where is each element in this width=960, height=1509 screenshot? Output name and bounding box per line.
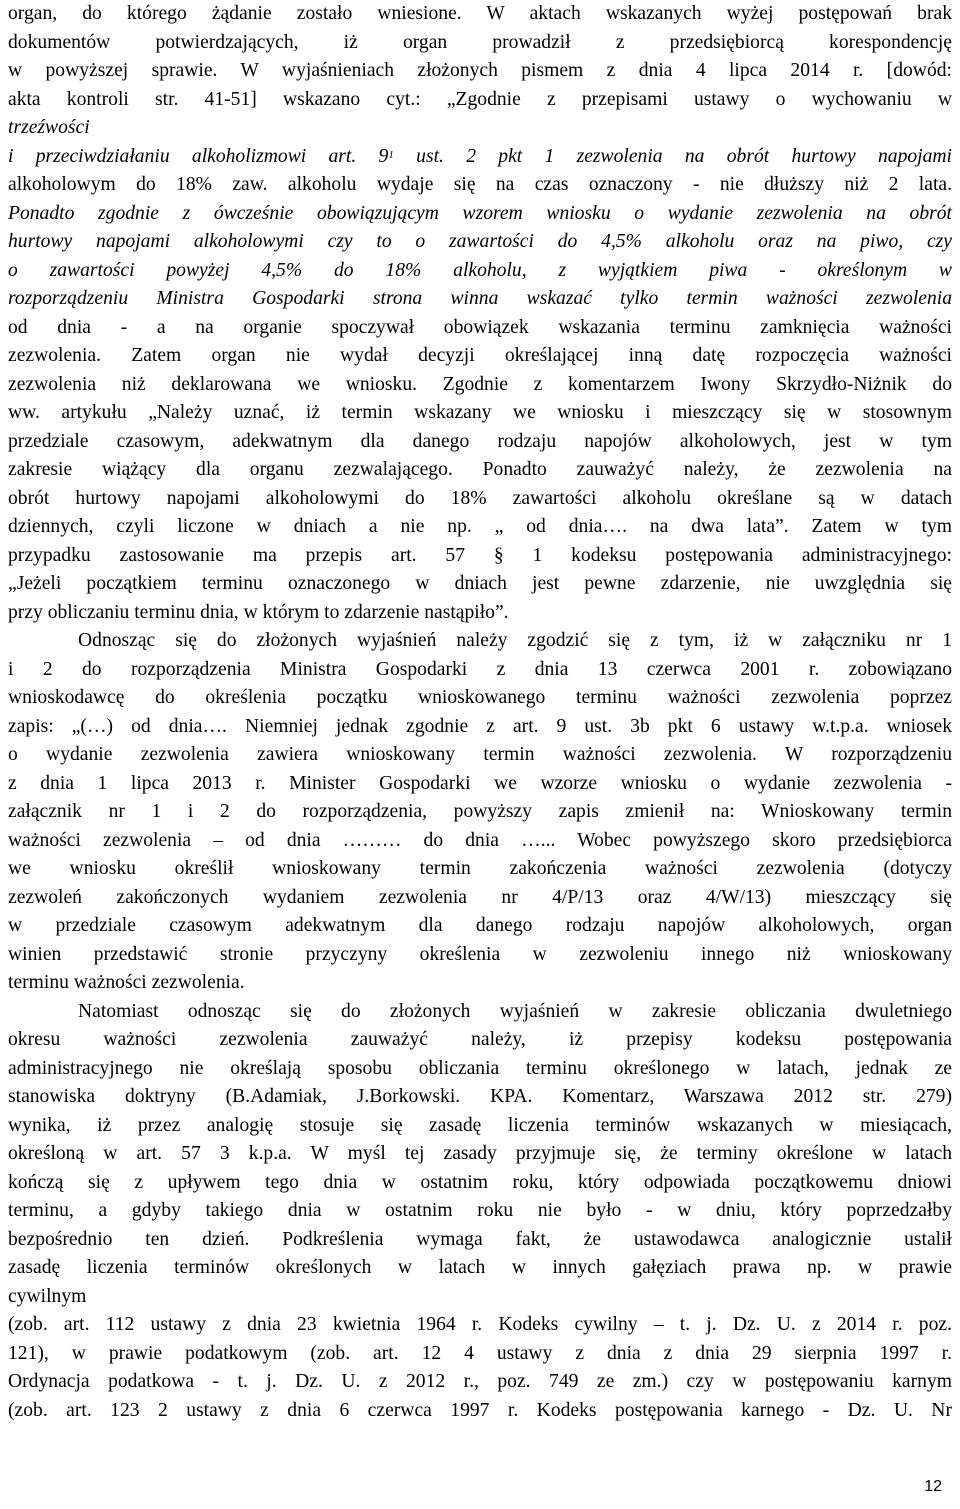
text-line: zezwoleń zakończonych wydaniem zezwolenia nr 4/P/13 oraz 4/W/13) mieszczący się	[8, 886, 952, 908]
text-line: określoną w art. 57 3 k.p.a. W myśl tej zasady przyjmuje się, że terminy określone w latach	[8, 1143, 952, 1164]
text-line: w powyższej sprawie. W wyjaśnieniach złożonych pismem z dnia 4 lipca 2014 r. [dowód:	[8, 60, 952, 81]
text-line: terminu, a gdyby takiego dnia w ostatnim roku nie było - w dniu, który poprzedzałby	[8, 1200, 952, 1221]
text-line: o wydanie zezwolenia zawiera wnioskowany termin ważności zezwolenia. W rozporządzeniu	[8, 744, 952, 765]
text-line: terminu ważności zezwolenia.	[8, 972, 245, 993]
text-line-with-superscript	[8, 143, 952, 172]
text-line: zezwolenia. Zatem organ nie wydał decyzji określającej inną datę rozpoczęcia ważności	[8, 345, 952, 366]
text-line: stanowiska doktryny (B.Adamiak, J.Borkowski. KPA. Komentarz, Warszawa 2012 str. 279)	[8, 1086, 952, 1107]
superscript: 1	[388, 148, 394, 161]
text-line: zakresie wiążący dla organu zezwalającego. Ponadto zauważyć należy, że zezwolenia na	[8, 459, 952, 480]
text-line: we wniosku określił wnioskowany termin zakończenia ważności zezwolenia (dotyczy	[8, 858, 952, 879]
text-line: przypadku zastosowanie ma przepis art. 57 § 1 kodeksu postępowania administracyjnego:	[8, 544, 952, 566]
text-line: kończą się z upływem tego dnia w ostatnim roku, który odpowiada początkowemu dniowi	[8, 1171, 952, 1193]
text-line: Natomiast odnosząc się do złożonych wyjaśnień w zakresie obliczania dwuletniego	[78, 1000, 952, 1022]
text-line: winien przedstawić stronie przyczyny określenia w zezwoleniu innego niż wnioskowany	[8, 943, 952, 965]
text-line: zasadę liczenia terminów określonych w latach w innych gałęziach prawa np. w prawie	[8, 1257, 952, 1278]
page-number: 12	[924, 1478, 942, 1495]
text-line: Ponadto zgodnie z ówcześnie obowiązującym wzorem wniosku o wydanie zezwolenia na obrót	[8, 202, 952, 224]
text-line: przedziale czasowym, adekwatnym dla danego rodzaju napojów alkoholowych, jest w tym	[8, 430, 952, 452]
text-fragment: i przeciwdziałaniu alkoholizmowi art. 9	[8, 145, 389, 167]
text-fragment: ust. 2 pkt 1 zezwolenia na obrót hurtowy napojami	[416, 145, 953, 167]
text-line: (zob. art. 112 ustawy z dnia 23 kwietnia 1964 r. Kodeks cywilny – t. j. Dz. U. z 2014 r. poz.	[8, 1314, 952, 1335]
text-line: „Jeżeli początkiem terminu oznaczonego w dniach jest pewne zdarzenie, nie uwzględnia się	[8, 573, 952, 594]
text-line: ważności zezwolenia – od dnia ……… do dnia …... Wobec powyższego skoro przedsiębiorca	[8, 829, 952, 851]
text-line: zezwolenia niż deklarowana we wniosku. Zgodnie z komentarzem Iwony Skrzydło-Niżnik do	[8, 373, 952, 395]
text-line: od dnia - a na organie spoczywał obowiązek wskazania terminu zamknięcia ważności	[8, 316, 952, 338]
text-line: rozporządzeniu Ministra Gospodarki strona winna wskazać tylko termin ważności zezwolenia	[8, 288, 952, 309]
text-line: Ordynacja podatkowa - t. j. Dz. U. z 2012 r., poz. 749 ze zm.) czy w postępowaniu karnym	[8, 1371, 952, 1392]
text-line: i 2 do rozporządzenia Ministra Gospodarki z dnia 13 czerwca 2001 r. zobowiązano	[8, 658, 952, 680]
text-line: okresu ważności zezwolenia zauważyć należy, iż przepisy kodeksu postępowania	[8, 1029, 952, 1050]
text-line: Odnosząc się do złożonych wyjaśnień należy zgodzić się z tym, iż w załączniku nr 1	[78, 630, 952, 651]
text-line: alkoholowym do 18% zaw. alkoholu wydaje się na czas oznaczony - nie dłuższy niż 2 lata.	[8, 174, 952, 195]
text-line: wnioskodawcę do określenia początku wnioskowanego terminu ważności zezwolenia poprzez	[8, 687, 952, 708]
text-line: cywilnym	[8, 1285, 87, 1307]
text-line: bezpośrednio ten dzień. Podkreślenia wymaga fakt, że ustawodawca analogicznie ustalił	[8, 1228, 952, 1250]
text-line: wynika, iż przez analogię stosuje się zasadę liczenia terminów wskazanych w miesiącach,	[8, 1114, 952, 1136]
text-line: hurtowy napojami alkoholowymi czy to o zawartości do 4,5% alkoholu oraz na piwo, czy	[8, 231, 952, 252]
text-line: akta kontroli str. 41-51] wskazano cyt.: „Zgodnie z przepisami ustawy o wychowaniu w	[8, 88, 952, 110]
text-line: ww. artykułu „Należy uznać, iż termin wskazany we wniosku i mieszczący się w stosownym	[8, 402, 952, 423]
text-line: trzeźwości	[8, 117, 90, 138]
text-line: dokumentów potwierdzających, iż organ prowadził z przedsiębiorcą korespondencję	[8, 31, 952, 53]
text-line: (zob. art. 123 2 ustawy z dnia 6 czerwca 1997 r. Kodeks postępowania karnego - Dz. U. Nr	[8, 1399, 952, 1421]
text-line: obrót hurtowy napojami alkoholowymi do 18% zawartości alkoholu określane są w datach	[8, 487, 952, 509]
text-line: zapis: „(…) od dnia…. Niemniej jednak zgodnie z art. 9 ust. 3b pkt 6 ustawy w.t.p.a. wniosek	[8, 715, 952, 737]
text-line: dziennych, czyli liczone w dniach a nie np. „ od dnia…. na dwa lata”. Zatem w tym	[8, 516, 952, 537]
body-text	[8, 0, 952, 1425]
text-line: załącznik nr 1 i 2 do rozporządzenia, powyższy zapis zmienił na: Wnioskowany termin	[8, 801, 952, 822]
text-line: administracyjnego nie określają sposobu obliczania terminu określonego w latach, jednak ze	[8, 1057, 952, 1079]
text-line: organ, do którego żądanie zostało wniesione. W aktach wskazanych wyżej postępowań brak	[8, 3, 952, 24]
text-line: 121), w prawie podatkowym (zob. art. 12 4 ustawy z dnia z dnia 29 sierpnia 1997 r.	[8, 1342, 952, 1364]
text-line: w przedziale czasowym adekwatnym dla danego rodzaju napojów alkoholowych, organ	[8, 915, 952, 936]
text-line: przy obliczaniu terminu dnia, w którym to zdarzenie nastąpiło”.	[8, 601, 509, 623]
text-line: o zawartości powyżej 4,5% do 18% alkoholu, z wyjątkiem piwa - określonym w	[8, 259, 952, 281]
text-line: z dnia 1 lipca 2013 r. Minister Gospodarki we wzorze wniosku o wydanie zezwolenia -	[8, 772, 952, 794]
